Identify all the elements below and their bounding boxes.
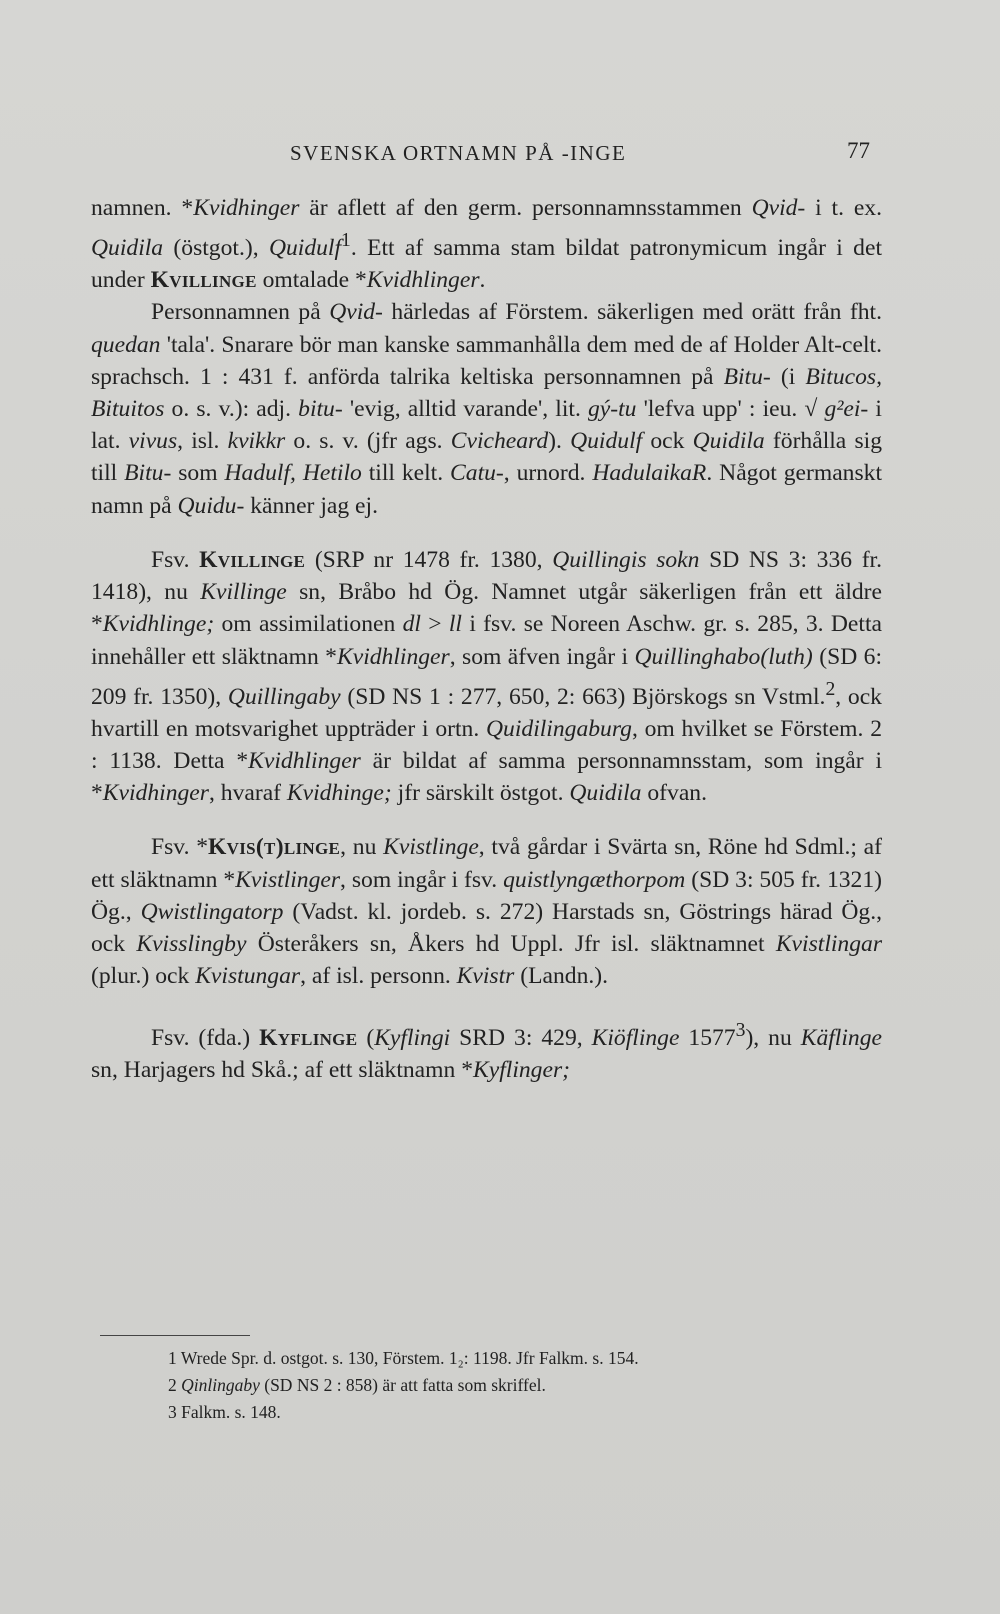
body-text: [91, 192, 882, 1087]
footnote-ref-3: 3: [735, 1019, 746, 1042]
paragraph-2: Personnamnen på Qvid- härledas af Förstem. säkerligen med orätt från fht. quedan 'tala'. Snarare bör man kanske sammanhålla dem med de af Holder Alt-celt. sprachsch. 1 : 431 f. anförda talrika keltiska personnamnen på Bitu- (i Bitucos, Bituitos o. s. v.): adj. bitu- 'evig, alltid varande', lit. gý-tu 'lefva upp' : ieu. √ g²ei- i lat. vivus, isl. kvikkr o. s. v. (jfr ags. Cvicheard). Quidulf ock Quidila förhålla sig till Bitu- som Hadulf, Hetilo till kelt. Catu-, urnord. HadulaikaR. Något germanskt namn på Quidu- känner jag ej.: [91, 299, 882, 519]
entry-kvillinge: Fsv. Kvillinge (SRP nr 1478 fr. 1380, Quillingis sokn SD NS 3: 336 fr. 1418), nu Kvillinge sn, Bråbo hd Ög. Namnet utgår säkerligen från ett äldre *Kvidhlinge; om assimilationen dl > ll i fsv. se Noreen Aschw. gr. s. 285, 3. Detta innehåller ett släktnamn *Kvidhlinger, som äfven ingår i Quillinghabo(luth) (SD 6: 209 fr. 1350), Quillingaby (SD NS 1 : 277, 650, 2: 663) Björskogs sn Vstml.$^2$, ock hvartill en motsvarighet uppträder i ortn. Quidilingaburg, om hvilket se Förstem. 2 : 1138. Detta *Kvidhlinger är bildat af samma personnamnsstam, som ingår i *Kvidhinger, hvaraf Kvidhinge; jfr särskilt östgot. Quidila ofvan.: [91, 546, 883, 807]
footnote-3: 3 Falkm. s. 148.: [168, 1402, 281, 1422]
footnote-2: 2 Qinlingaby (SD NS 2 : 858) är att fatta som skriffel.: [168, 1375, 546, 1395]
entry-ref-kvillinge: Kvillinge: [150, 267, 257, 294]
entry-kvistlinge: Fsv. *Kvis(t)linge, nu Kvistlinge, två gårdar i Svärta sn, Röne hd Sdml.; af ett släktnamn *Kvistlinger, som ingår i fsv. quistlyngæthorpom (SD 3: 505 fr. 1321) Ög., Qwistlingatorp (Vadst. kl. jordeb. s. 272) Harstads sn, Göstrings härad Ög., ock Kvisslingby Österåkers sn, Åkers hd Uppl. Jfr isl. släktnamnet Kvistlingar (plur.) ock Kvistungar, af isl. personn. Kvistr (Landn.).: [91, 834, 883, 990]
headword-kyflinge: Kyflinge: [259, 1025, 358, 1052]
footnote-1: 1 Wrede Spr. d. ostgot. s. 130, Förstem. 1₂: 1198. Jfr Falkm. s. 154.: [168, 1348, 639, 1368]
running-header: [290, 135, 870, 171]
paragraph-1: namnen. *Kvidhinger är aflett af den germ. personnamnsstammen Qvid- i t. ex. Quidila (östgot.), Quidulf$^1$. Ett af samma stam bildat patronymicum ingår i det under Kvillinge omtalade *Kvidhlinger.: [91, 195, 883, 294]
headword-kvillinge: Kvillinge: [199, 546, 306, 573]
running-title: SVENSKA ORTNAMN PÅ -INGE: [290, 141, 627, 165]
entry-kyflinge: Fsv. (fda.) Kyflinge (Kyflingi SRD 3: 429, Kiöflinge 1577$^3$), nu Käflinge sn, Harjagers hd Skå.; af ett släktnamn *Kyflinger;: [91, 1019, 882, 1084]
footnote-ref-2: 2: [825, 677, 836, 700]
footnotes: [168, 1345, 888, 1426]
footnote-ref-1: 1: [341, 229, 351, 252]
footnote-divider: [100, 1335, 250, 1336]
headword-kvistlinge: Kvis(t)linge: [208, 834, 341, 861]
page-number: 77: [847, 138, 870, 163]
